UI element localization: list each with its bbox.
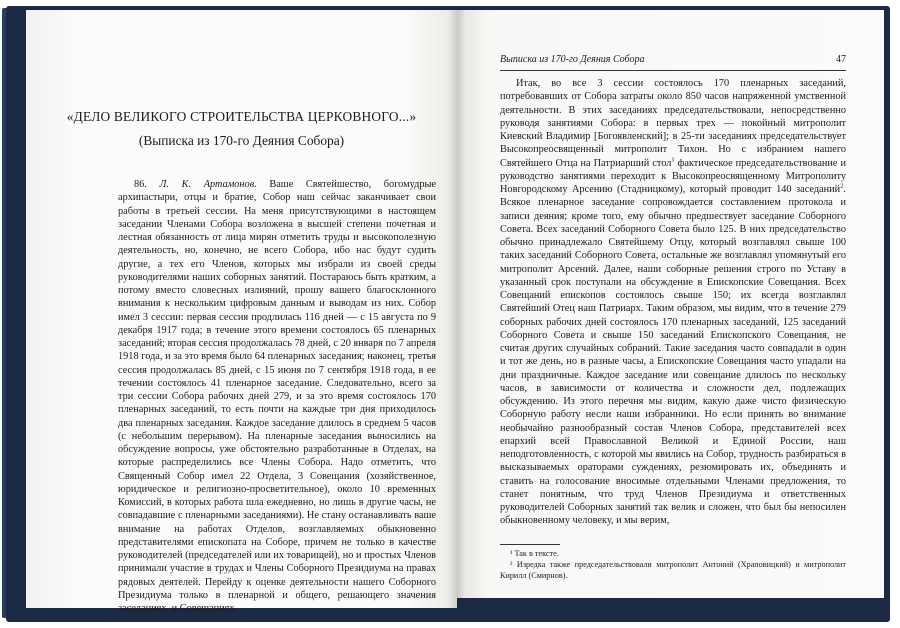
page-gutter — [448, 10, 466, 608]
running-head-title: Выписка из 170-го Деяния Собора — [500, 54, 645, 65]
footnotes — [500, 548, 846, 581]
page-number: 47 — [836, 54, 846, 65]
header-rule — [500, 70, 846, 71]
left-body-text — [118, 178, 436, 615]
body-paragraph — [500, 77, 846, 528]
speaker-name: Л. К. Артамонов. — [159, 179, 257, 190]
right-body-text — [500, 77, 846, 528]
paragraph-number: 86. — [134, 179, 147, 190]
chapter-subtitle: (Выписка из 170-го Деяния Собора) — [138, 133, 345, 148]
text-segment: . Всякое пленарное заседание сопровождается составлением протокола и записи деяния; кроме того, ему обычно предшествует заседание Соборного Совета. Всех заседаний Соборного Совета было 125. В них председательство обычно принадлежало Святейшему Отцу, который возглавлял свыше 100 таких заседаний Соборного Совета, остальные же возглавлял упомянутый его митрополит Арсений. Далее, наши соборные решения строго по Уставу в указанный срок поступали на обсуждение в Епископские Совещания. Всех Совещаний епископов состоялось свыше 150; их всегда возглавлял Святейший Отец наш Патриарх. Таким образом, мы видим, что в течение 279 соборных рабочих дней состоялось 170 пленарных заседаний, 125 заседаний Соборного Совета и свыше 150 заседаний Епископского Совещания, не считая других случайных собраний. Такие заседания часто совпадали в один и тот же день, но в разные часы, а Епископские Совещания часто упадали на дни праздничные. Каждое заседание или совещание длилось по нескольку часов, в зависимости от количества и сложности дел, подлежащих обсуждению. Из этого перечня мы видим, какую даже чисто физическую Соборную работу несли наши избранники. Но если принять во внимание необычайно разнообразный состав Членов Собора, представителей всех епархий всей Православной Великой и Единой России, наш неподготовленность, с которой мы явились на Собор, трудность разбираться в высказываемых ораторами суждениях, резюмировать их, объединять и ставить на голосование вносимые отдельными Членами предложения, то станет понятным, что труд Членов Президиума и ответственных руководителей Соборных занятий так велик и сложен, что был бы непосилен обыкновенному человеку, и мы верим, — [500, 184, 846, 527]
right-page — [457, 10, 884, 598]
text-segment: Итак, во все 3 сессии состоялось 170 пленарных заседаний, потребовавших от Собора затраты около 850 часов напряженной умственной деятельности. В этих заседаниях председательствовали, непосредственно руководя занятиями Собора: в первых трех — покойный митрополит Киевский Владимир [Богоявленский]; в 25-ти заседаниях председательствует Высокопреосвященный митрополит Тихон. Но с избранием нашего Святейшего Отца на Патриарший стол — [500, 78, 846, 169]
footnote-marker: 2 — [840, 182, 844, 190]
footnote: ² Изредка также председательствовали митрополит Антоний (Храповицкий) и митрополит Кирилл (Смирнов). — [500, 560, 846, 580]
running-header — [500, 54, 846, 68]
speech-text: Ваше Святейшество, богомудрые архипастыри, отцы и братие, Собор наш сейчас заканчивает свои работы в третьей сессии. На меня присутствующими в настоящем заседании Членами Собора возложена в высшей степени почетная и лестная обязанность от лица мирян отметить труды и высокополезную деятельность, но, конечно, не всего Собора, ибо нас будут судить другие, а тех его Членов, которых мы избрали из своей среды руководителями наших соборных занятий. Постараюсь быть кратким, а потому вместо словесных излияний, прошу вашего благосклонного внимания к нескольким цифровым данным и выводам из них. Собор имел 3 сессии: первая сессия продлилась 116 дней — с 15 августа по 9 декабря 1917 года; в течение этого времени состоялось 65 пленарных заседаний; вторая сессия продолжалась 78 дней, с 20 января по 7 апреля 1918 года, и за это время было 64 пленарных заседания; наконец, третья сессия продолжалась 85 дней, с 15 июня по 7 сентября 1918 года, в ее течении состоялось 41 пленарное заседание. Следовательно, всего за три сессии Собора рабочих дней 279, и за это время состоялось 170 пленарных заседаний, то есть почти на каждые три дня приходилось два пленарных заседания. Каждое заседание длилось в среднем 5 часов (с небольшим перерывом). На пленарные заседания выносились на обсуждение вопросы, уже обстоятельно разработанные в Отделах, на которые распределились все Члены Собора. Надо отметить, что Священный Собор имел 22 Отдела, 3 Совещания (хозяйственное, юридическое и религиозно-просветительное), около 10 временных Комиссий, в которых работа шла ежедневно, но лишь в другие часы, не совпадавшие с пленарными заседаниями). Не стану останавливать ваше внимание на работах Отделов, возглавляемых обыкновенно представителями епископата на Соборе, причем не только в качестве руководителей (председателей или их товарищей), но и простых Членов принимали участие в трудах и Члены Соборного Президиума на правах рядовых деятелей. Перейду к оценке деятельности нашего Соборного Президиума только в пленарной и общего, решающего значения заседаниях, и Совещаниях. — [118, 179, 436, 614]
speech-paragraph — [118, 178, 436, 615]
footnote-rule — [500, 544, 560, 545]
left-page — [26, 10, 457, 614]
footnote: ¹ Так в тексте. — [510, 549, 559, 558]
text-segment: фактическое председательствование и руководство занятиями переходит к Высокопреосвященному Митрополиту Новгородскому Арсению (Стадницкому), который проводит 140 заседаний — [500, 157, 846, 195]
footnote-marker: 1 — [671, 156, 675, 164]
chapter-title: «ДЕЛО ВЕЛИКОГО СТРОИТЕЛЬСТВА ЦЕРКОВНОГО...» — [66, 109, 417, 124]
